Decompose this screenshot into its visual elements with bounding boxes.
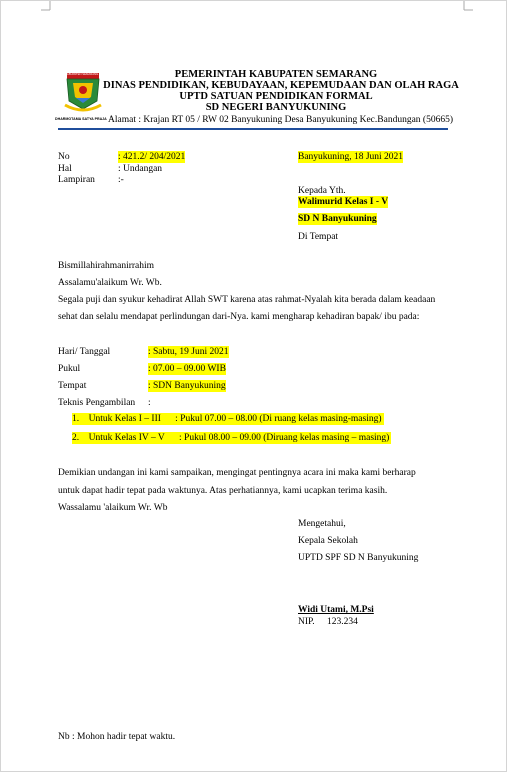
- crop-mark-top-right: [463, 1, 473, 11]
- crop-mark-top-left: [41, 1, 51, 11]
- letterhead-line-1: PEMERINTAH KABUPATEN SEMARANG: [174, 69, 378, 80]
- letterhead-address: Alamat : Krajan RT 05 / RW 02 Banyukuning Desa Banyukuning Kec.Bandungan (50665): [108, 115, 453, 125]
- list-item-text: Untuk Kelas IV – V: [88, 433, 165, 443]
- footer-note: Nb : Mohon hadir tepat waktu.: [58, 732, 176, 742]
- bismillah: Bismillahirahmanirrahim: [58, 261, 155, 271]
- letterhead-line-3: UPTD SATUAN PENDIDIKAN FORMAL: [179, 91, 373, 102]
- recipient-place: Di Tempat: [298, 232, 339, 242]
- list-item: [72, 413, 384, 425]
- hari-value: : Sabtu, 19 Juni 2021: [148, 347, 229, 357]
- pukul-label: Pukul: [58, 364, 81, 374]
- meta-lampiran-label: Lampiran: [58, 175, 95, 185]
- signature-institution: UPTD SPF SD N Banyukuning: [298, 553, 419, 563]
- letterhead-rule: [58, 128, 448, 130]
- list-item: [72, 432, 391, 444]
- pukul-value: : 07.00 – 09.00 WIB: [148, 364, 226, 374]
- recipient-name: Walimurid Kelas I - V: [298, 197, 389, 207]
- kabupaten-semarang-logo: [61, 71, 105, 115]
- signature-nip-value: 123.234: [327, 617, 358, 627]
- tempat-label: Tempat: [58, 381, 87, 391]
- place-date: Banyukuning, 18 Juni 2021: [298, 152, 404, 162]
- recipient-to: Kepada Yth.: [298, 186, 346, 196]
- teknis-colon: :: [148, 398, 151, 408]
- list-item-text: Untuk Kelas I – III: [88, 414, 161, 424]
- recipient-school: SD N Banyukuning: [298, 214, 377, 224]
- paragraph-1-line-2: sehat dan selalu mendapat perlindungan dari-Nya. kami mengharap kehadiran bapak/ ibu pada:: [58, 312, 420, 322]
- salam-opening: Assalamu'alaikum Wr. Wb.: [58, 278, 162, 288]
- signature-nip-label: NIP.: [298, 617, 315, 627]
- letterhead-line-4: SD NEGERI BANYUKUNING: [205, 102, 347, 113]
- logo-motto: DHARMOTAMA SATYA PRAJA: [55, 117, 107, 121]
- paragraph-1-line-1: Segala puji dan syukur kehadirat Allah SWT karena atas rahmat-Nyalah kita berada dalam keadaan: [58, 295, 436, 305]
- salam-closing: Wassalamu 'alaikum Wr. Wb: [58, 503, 168, 513]
- signature-mengetahui: Mengetahui,: [298, 519, 346, 529]
- tempat-value: : SDN Banyukuning: [148, 381, 226, 391]
- signature-name: Widi Utami, M.Psi: [298, 605, 374, 615]
- list-item-number: 1.: [72, 414, 80, 424]
- closing-line-2: untuk dapat hadir tepat pada waktunya. Atas perhatiannya, kami ucapkan terima kasih.: [58, 486, 388, 496]
- meta-no-label: No: [58, 152, 70, 162]
- list-item-detail: : Pukul 08.00 – 09.00 (Diruang kelas masing – masing): [179, 433, 390, 443]
- teknis-label: Teknis Pengambilan: [58, 398, 136, 408]
- list-item-detail: : Pukul 07.00 – 08.00 (Di ruang kelas masing-masing): [175, 414, 382, 424]
- meta-hal-label: Hal: [58, 164, 72, 174]
- hari-label: Hari/ Tanggal: [58, 347, 111, 357]
- logo-banner-text: KABUPATEN SEMARANG: [65, 72, 99, 76]
- meta-no-value: : 421.2/ 204/2021: [118, 152, 186, 162]
- meta-lampiran-value: :-: [118, 175, 124, 185]
- list-item-number: 2.: [72, 433, 80, 443]
- closing-line-1: Demikian undangan ini kami sampaikan, mengingat pentingnya acara ini maka kami berharap: [58, 468, 416, 478]
- letterhead-line-2: DINAS PENDIDIKAN, KEBUDAYAAN, KEPEMUDAAN DAN OLAH RAGA: [103, 80, 459, 91]
- signature-position: Kepala Sekolah: [298, 536, 358, 546]
- meta-hal-value: : Undangan: [118, 164, 163, 174]
